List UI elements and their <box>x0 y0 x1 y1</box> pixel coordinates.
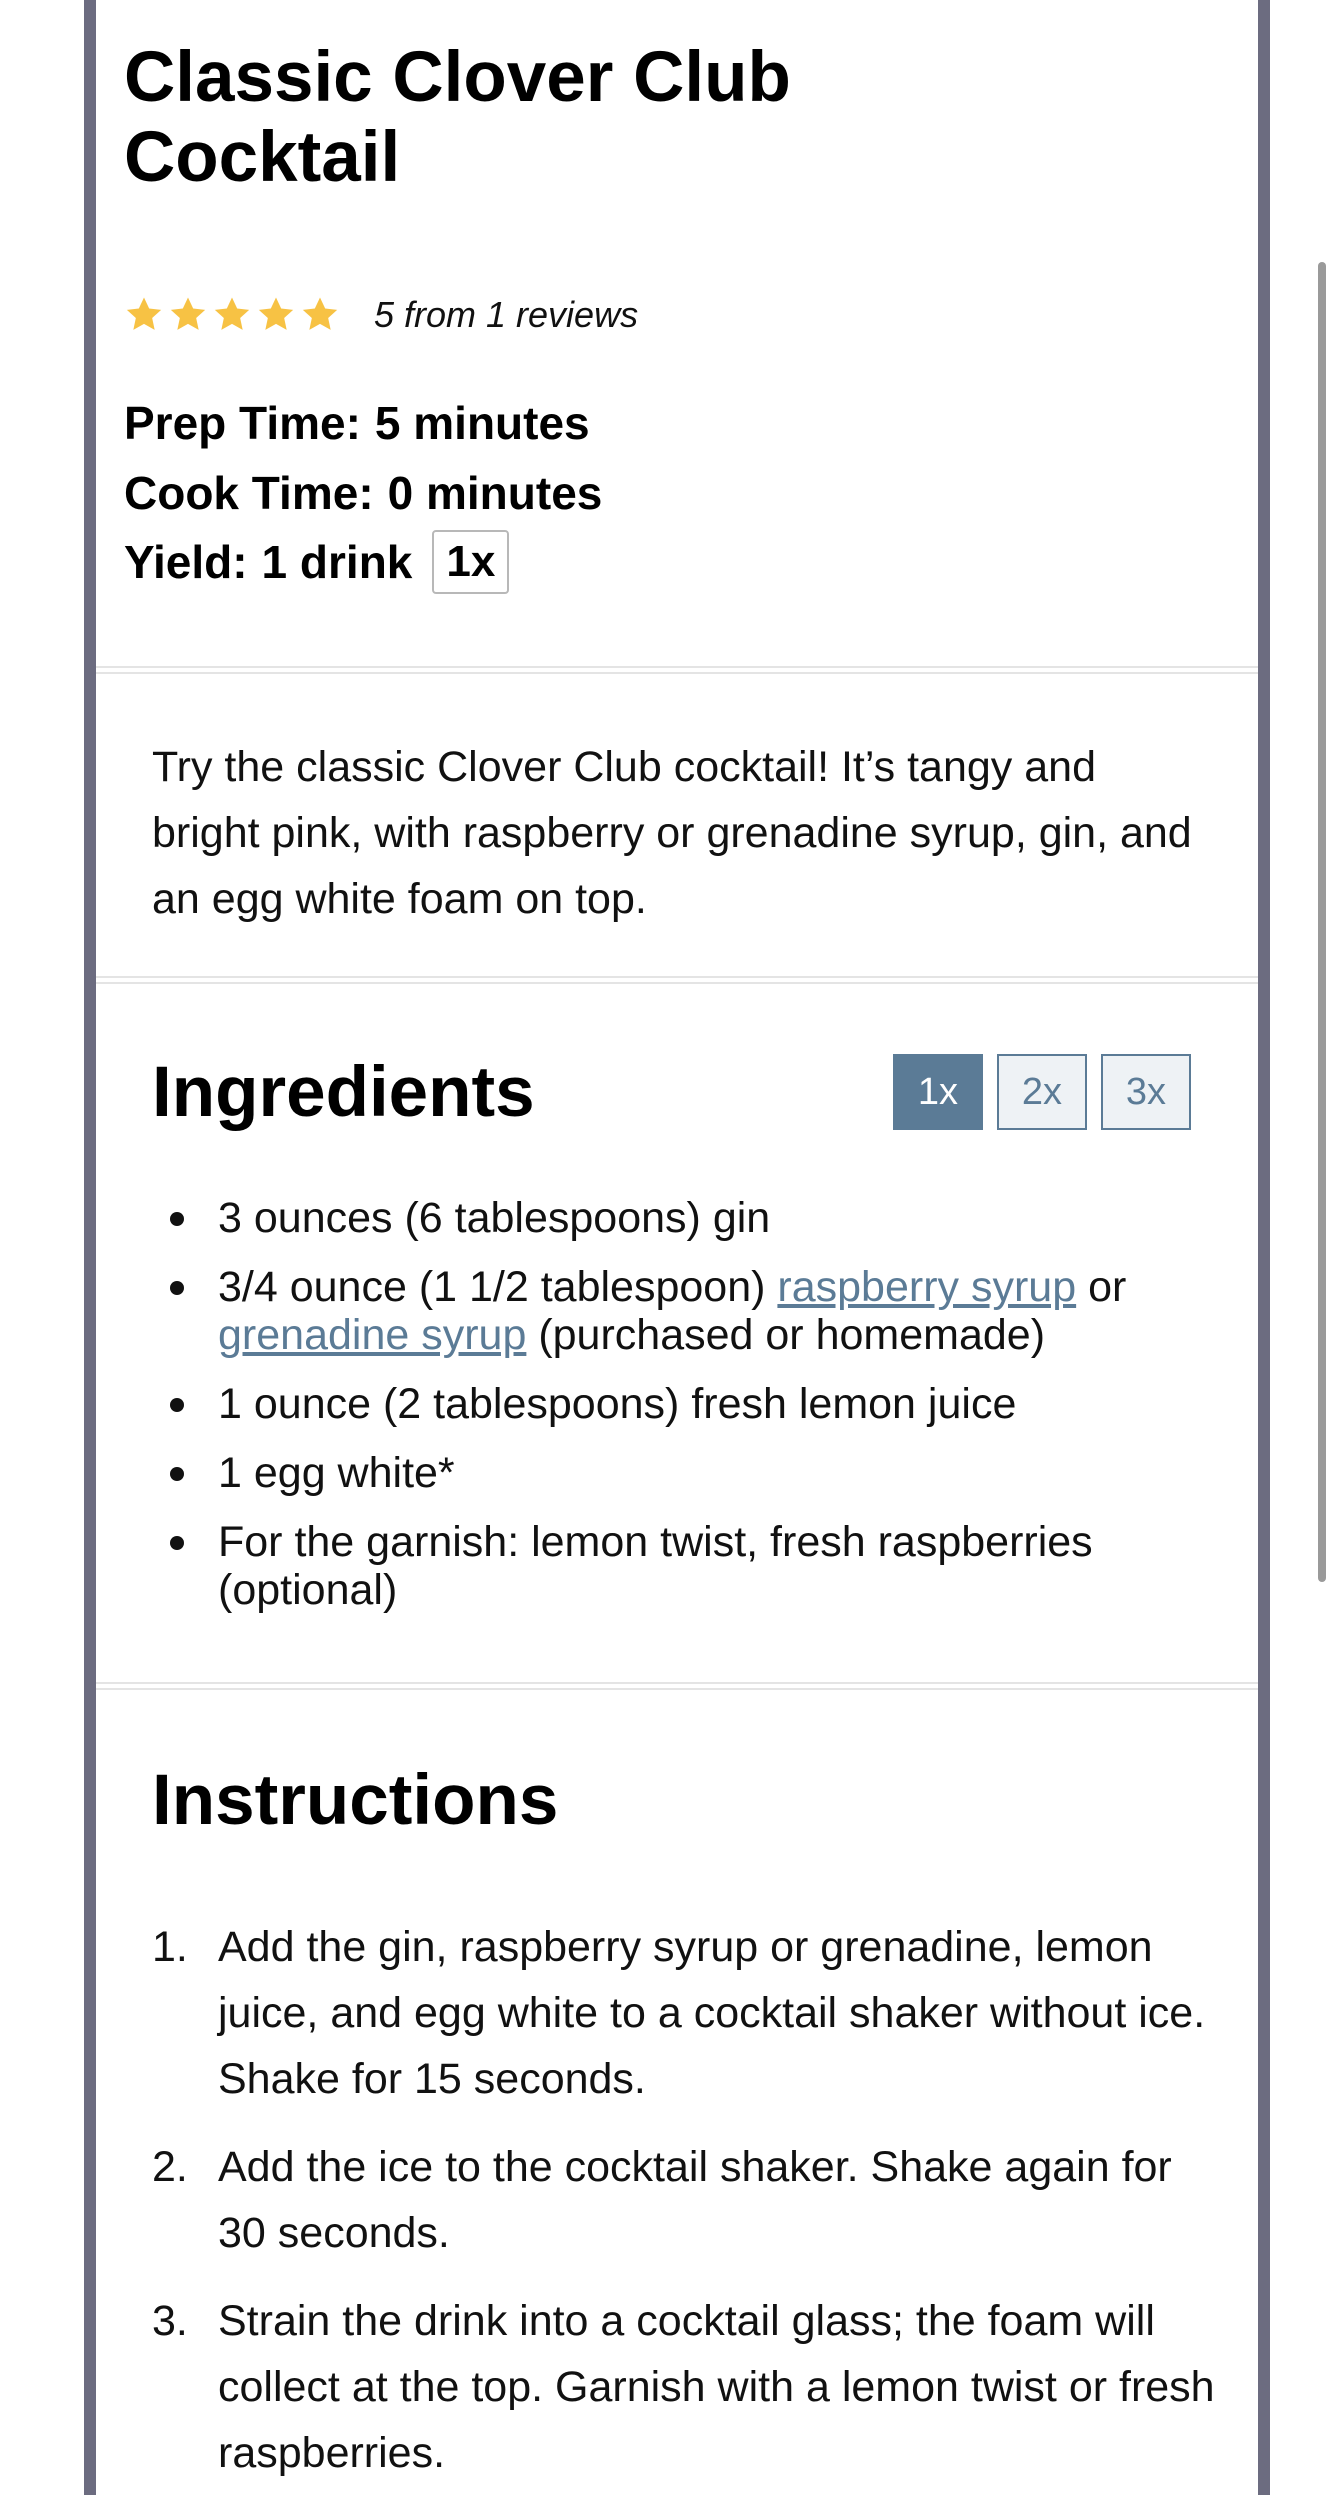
cook-time-label: Cook Time: <box>124 467 374 519</box>
instructions-list <box>152 1914 1222 2495</box>
bullet <box>170 1398 184 1412</box>
bullet <box>170 1281 184 1295</box>
ingredient-text: 1 egg white* <box>218 1449 455 1497</box>
star-icon[interactable] <box>124 295 164 335</box>
yield-value: 1 drink <box>261 536 413 588</box>
ingredients-heading: Ingredients <box>152 1053 535 1132</box>
yield-multiplier[interactable]: 1x <box>432 530 509 594</box>
section-divider <box>96 666 1258 674</box>
instruction-step <box>152 2288 1222 2486</box>
bullet <box>170 1212 184 1226</box>
star-icon[interactable] <box>300 295 340 335</box>
ingredient-text: (purchased or homemade) <box>526 1311 1046 1359</box>
instruction-step <box>152 1914 1222 2112</box>
bullet <box>170 1467 184 1481</box>
scale-1x-button[interactable]: 1x <box>893 1054 983 1130</box>
raspberry-syrup-link[interactable]: raspberry syrup <box>777 1263 1077 1311</box>
ingredients-list <box>152 1194 1222 1635</box>
yield <box>124 530 509 594</box>
ingredient-text: For the garnish: lemon twist, fresh raspberries (optional) <box>218 1518 1093 1614</box>
prep-time <box>124 396 590 450</box>
grenadine-syrup-link[interactable]: grenadine syrup <box>218 1311 527 1359</box>
ingredient-item <box>152 1449 1222 1497</box>
cook-time <box>124 466 602 520</box>
ingredient-item <box>152 1518 1222 1614</box>
scrollbar[interactable] <box>1318 262 1326 1582</box>
ingredient-text: 1 ounce (2 tablespoons) fresh lemon juice <box>218 1380 1017 1428</box>
rating-text: 5 from 1 reviews <box>374 294 639 335</box>
ingredient-text: 3 ounces (6 tablespoons) gin <box>218 1194 771 1242</box>
step-number: 1. <box>152 1923 188 1971</box>
star-rating[interactable] <box>124 295 340 335</box>
section-divider <box>96 976 1258 984</box>
scale-3x-button[interactable]: 3x <box>1101 1054 1191 1130</box>
scale-buttons <box>893 1054 1191 1130</box>
rating[interactable] <box>124 290 638 340</box>
bullet <box>170 1536 184 1550</box>
section-divider <box>96 1682 1258 1690</box>
star-icon[interactable] <box>212 295 252 335</box>
star-icon[interactable] <box>168 295 208 335</box>
prep-time-label: Prep Time: <box>124 397 361 449</box>
instruction-step <box>152 2134 1222 2266</box>
step-text: Add the gin, raspberry syrup or grenadine, lemon juice, and egg white to a cocktail shaker without ice. Shake for 15 seconds. <box>218 1923 1206 2103</box>
recipe-summary: Try the classic Clover Club cocktail! It’s tangy and bright pink, with raspberry or grenadine syrup, gin, and an egg white foam on top. <box>152 743 1192 923</box>
ingredient-text: or <box>1076 1263 1127 1311</box>
instructions-heading: Instructions <box>152 1761 559 1840</box>
recipe-title: Classic Clover Club Cocktail <box>124 38 791 197</box>
star-icon[interactable] <box>256 295 296 335</box>
cook-time-value: 0 minutes <box>387 467 603 519</box>
step-text: Add the ice to the cocktail shaker. Shake again for 30 seconds. <box>218 2143 1172 2257</box>
ingredient-item <box>152 1194 1222 1242</box>
yield-label: Yield: <box>124 536 248 588</box>
step-number: 2. <box>152 2143 188 2191</box>
step-number: 3. <box>152 2297 188 2345</box>
prep-time-value: 5 minutes <box>374 397 590 449</box>
ingredient-item <box>152 1380 1222 1428</box>
step-text: Strain the drink into a cocktail glass; the foam will collect at the top. Garnish with a lemon twist or fresh raspberries. <box>218 2297 1215 2477</box>
ingredient-item <box>152 1263 1222 1359</box>
ingredient-text: 3/4 ounce (1 1/2 tablespoon) <box>218 1263 778 1311</box>
scale-2x-button[interactable]: 2x <box>997 1054 1087 1130</box>
